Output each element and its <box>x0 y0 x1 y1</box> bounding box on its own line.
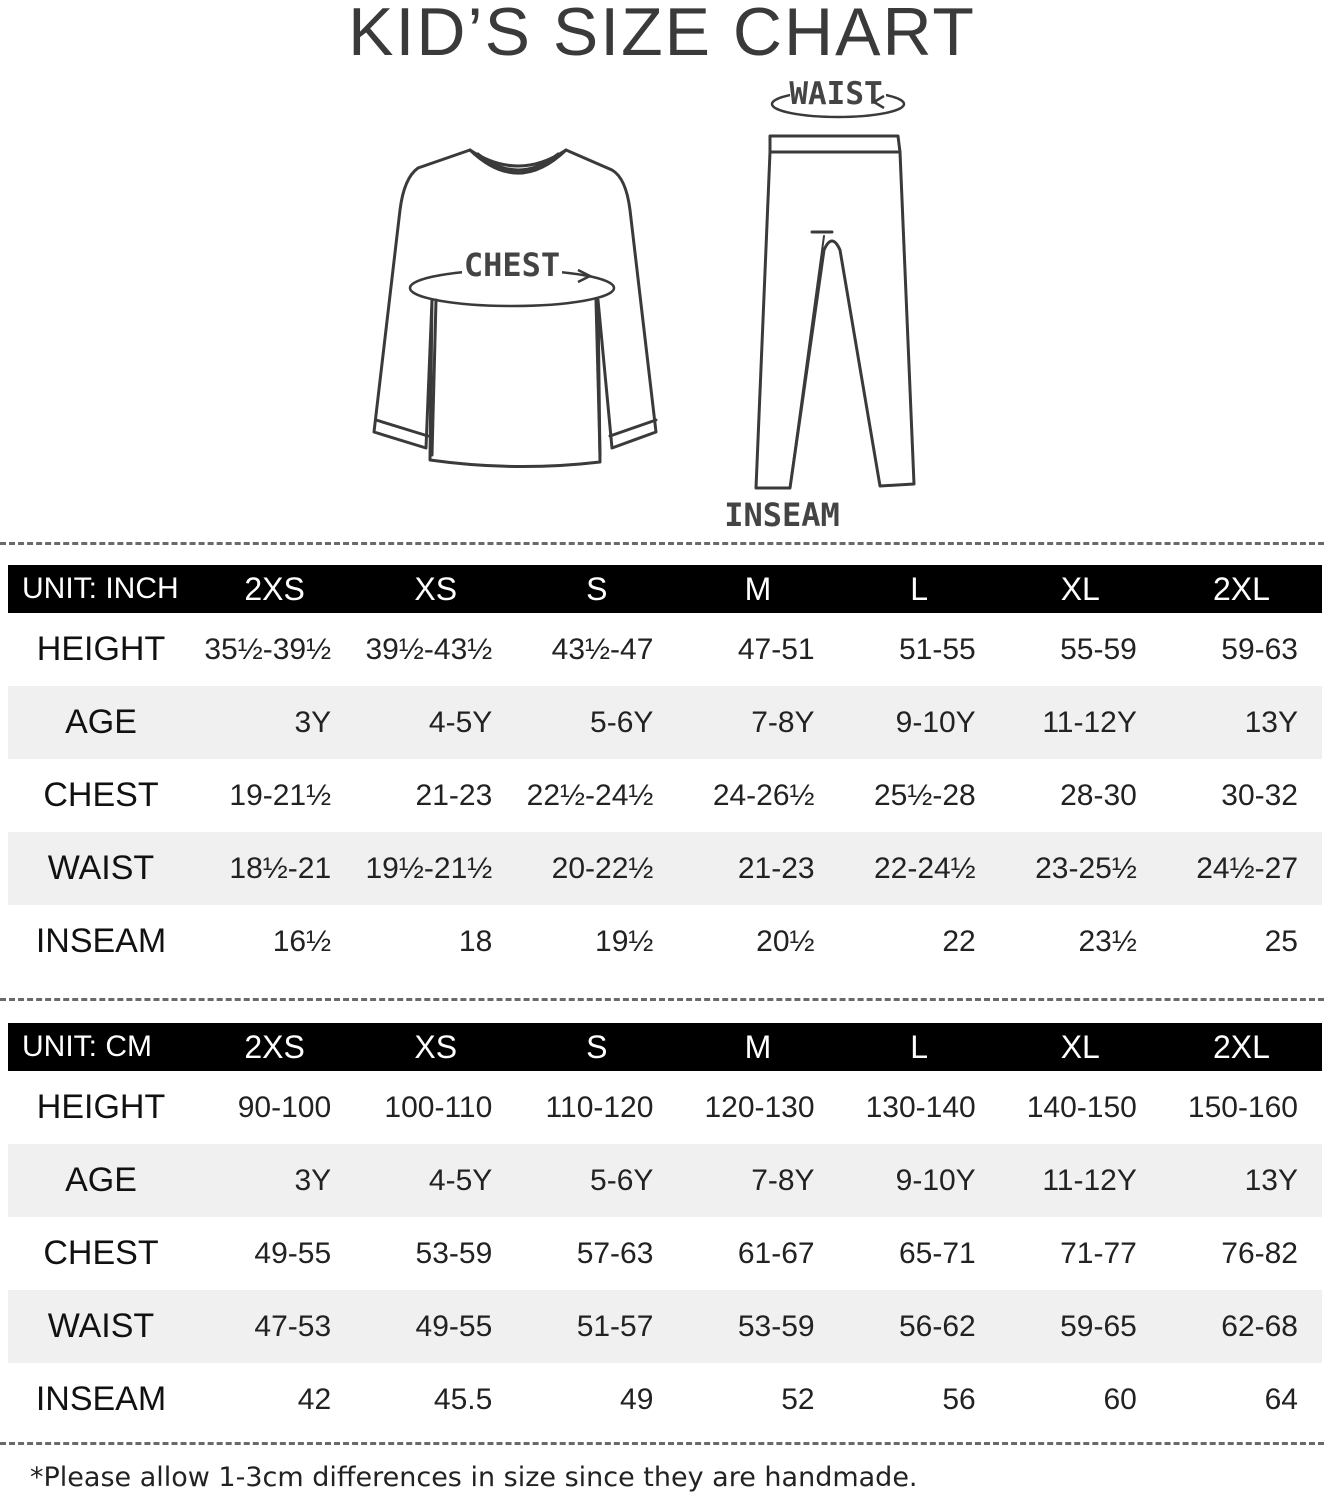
table-row <box>8 1363 1322 1436</box>
size-header: 2XL <box>1161 1023 1322 1071</box>
table-cell: 20-22½ <box>516 832 677 905</box>
table-cell: 21-23 <box>415 778 493 812</box>
table-cell: 100-110 <box>384 1090 493 1124</box>
size-table-inch <box>8 565 1322 978</box>
table-cell: 52 <box>781 1382 815 1416</box>
row-label: AGE <box>8 1144 194 1217</box>
table-cell: 35½-39½ <box>204 632 332 666</box>
divider-top <box>0 542 1324 545</box>
table-cell: 9-10Y <box>839 686 1000 759</box>
unit-label: UNIT: CM <box>8 1023 194 1071</box>
size-header: XL <box>1000 565 1161 613</box>
table-cell: 21-23 <box>677 832 838 905</box>
table-cell: 47-51 <box>737 632 815 666</box>
pants-drawing <box>756 136 914 488</box>
size-header: XS <box>355 1023 516 1071</box>
table-cell: 55-59 <box>1060 632 1137 666</box>
table-cell: 18 <box>458 924 493 958</box>
size-header: XL <box>1000 1023 1161 1071</box>
table-cell: 110-120 <box>545 1090 654 1124</box>
table-cell: 39½-43½ <box>365 632 493 666</box>
table-cell: 53-59 <box>677 1290 838 1363</box>
table-row <box>8 759 1322 832</box>
table-row <box>8 1144 1322 1217</box>
row-label: INSEAM <box>35 1380 167 1418</box>
table-cell: 16½ <box>272 924 332 958</box>
table-cell: 7-8Y <box>677 686 838 759</box>
table-cell: 19½ <box>595 924 654 958</box>
table-cell: 11-12Y <box>1000 1144 1161 1217</box>
table-cell: 22-24½ <box>839 832 1000 905</box>
table-row <box>8 686 1322 759</box>
garment-illustration <box>0 0 1324 540</box>
table-cell: 7-8Y <box>677 1144 838 1217</box>
table-cell: 49 <box>620 1382 654 1416</box>
footnote: *Please allow 1-3cm differences in size since they are handmade. <box>30 1462 918 1493</box>
table-cell: 23½ <box>1078 924 1137 958</box>
table-cell: 140-150 <box>1026 1090 1137 1124</box>
size-header: 2XS <box>194 565 355 613</box>
table-cell: 59-63 <box>1221 632 1298 666</box>
table-cell: 25 <box>1264 924 1298 958</box>
row-label: WAIST <box>8 832 194 905</box>
table-header-row <box>8 1023 1322 1071</box>
size-header: M <box>677 565 838 613</box>
size-header: 2XL <box>1161 565 1322 613</box>
table-row <box>8 1217 1322 1290</box>
table-cell: 62-68 <box>1161 1290 1322 1363</box>
table-cell: 64 <box>1264 1382 1298 1416</box>
size-header: 2XS <box>194 1023 355 1071</box>
table-cell: 90-100 <box>237 1090 332 1124</box>
table-cell: 45.5 <box>433 1382 493 1416</box>
table-cell: 56-62 <box>839 1290 1000 1363</box>
table-cell: 4-5Y <box>355 686 516 759</box>
table-cell: 9-10Y <box>839 1144 1000 1217</box>
row-label: CHEST <box>43 1234 159 1272</box>
table-cell: 51-55 <box>898 632 976 666</box>
table-cell: 23-25½ <box>1000 832 1161 905</box>
size-header: XS <box>355 565 516 613</box>
table-row <box>8 1290 1322 1363</box>
table-cell: 11-12Y <box>1000 686 1161 759</box>
table-cell: 5-6Y <box>516 1144 677 1217</box>
inseam-label: INSEAM <box>724 496 840 534</box>
table-cell: 13Y <box>1161 686 1322 759</box>
table-cell: 30-32 <box>1221 778 1298 812</box>
table-cell: 25½-28 <box>873 778 976 812</box>
table-cell: 130-140 <box>865 1090 976 1124</box>
shirt-drawing <box>374 150 656 467</box>
size-header: S <box>516 565 677 613</box>
table-cell: 47-53 <box>194 1290 355 1363</box>
size-table-cm <box>8 1023 1322 1436</box>
table-cell: 22½-24½ <box>526 778 654 812</box>
row-label: WAIST <box>8 1290 194 1363</box>
row-label: AGE <box>8 686 194 759</box>
divider-middle <box>0 998 1324 1001</box>
table-cell: 150-160 <box>1187 1090 1298 1124</box>
waist-label: WAIST <box>789 76 883 112</box>
row-label: CHEST <box>43 776 159 814</box>
size-header: L <box>839 1023 1000 1071</box>
table-cell: 24½-27 <box>1161 832 1322 905</box>
divider-bottom <box>0 1442 1324 1445</box>
table-row <box>8 832 1322 905</box>
table-cell: 120-130 <box>704 1090 815 1124</box>
table-cell: 3Y <box>194 1144 355 1217</box>
table-cell: 57-63 <box>576 1236 654 1270</box>
table-cell: 24-26½ <box>712 778 815 812</box>
table-cell: 42 <box>297 1382 332 1416</box>
table-cell: 61-67 <box>737 1236 815 1270</box>
table-cell: 19½-21½ <box>355 832 516 905</box>
table-cell: 76-82 <box>1221 1236 1298 1270</box>
table-cell: 19-21½ <box>229 778 332 812</box>
table-cell: 65-71 <box>898 1236 976 1270</box>
table-cell: 18½-21 <box>194 832 355 905</box>
table-cell: 3Y <box>194 686 355 759</box>
table-cell: 51-57 <box>516 1290 677 1363</box>
table-cell: 22 <box>942 924 976 958</box>
table-cell: 13Y <box>1161 1144 1322 1217</box>
table-row <box>8 905 1322 978</box>
table-cell: 43½-47 <box>551 632 654 666</box>
table-cell: 53-59 <box>415 1236 493 1270</box>
unit-label: UNIT: INCH <box>8 565 194 613</box>
table-row <box>8 613 1322 686</box>
table-cell: 49-55 <box>254 1236 332 1270</box>
table-row <box>8 1071 1322 1144</box>
table-cell: 71-77 <box>1060 1236 1137 1270</box>
chest-label: CHEST <box>463 246 561 284</box>
table-cell: 28-30 <box>1060 778 1137 812</box>
table-cell: 20½ <box>756 924 815 958</box>
table-cell: 56 <box>942 1382 976 1416</box>
row-label: HEIGHT <box>36 1088 166 1126</box>
size-header: S <box>516 1023 677 1071</box>
table-header-row <box>8 565 1322 613</box>
table-cell: 4-5Y <box>355 1144 516 1217</box>
table-cell: 49-55 <box>355 1290 516 1363</box>
row-label: INSEAM <box>35 922 167 960</box>
table-cell: 59-65 <box>1000 1290 1161 1363</box>
table-cell: 5-6Y <box>516 686 677 759</box>
page-title: KID’S SIZE CHART <box>348 0 976 70</box>
row-label: HEIGHT <box>36 630 166 668</box>
table-cell: 60 <box>1103 1382 1137 1416</box>
size-header: L <box>839 565 1000 613</box>
size-header: M <box>677 1023 838 1071</box>
